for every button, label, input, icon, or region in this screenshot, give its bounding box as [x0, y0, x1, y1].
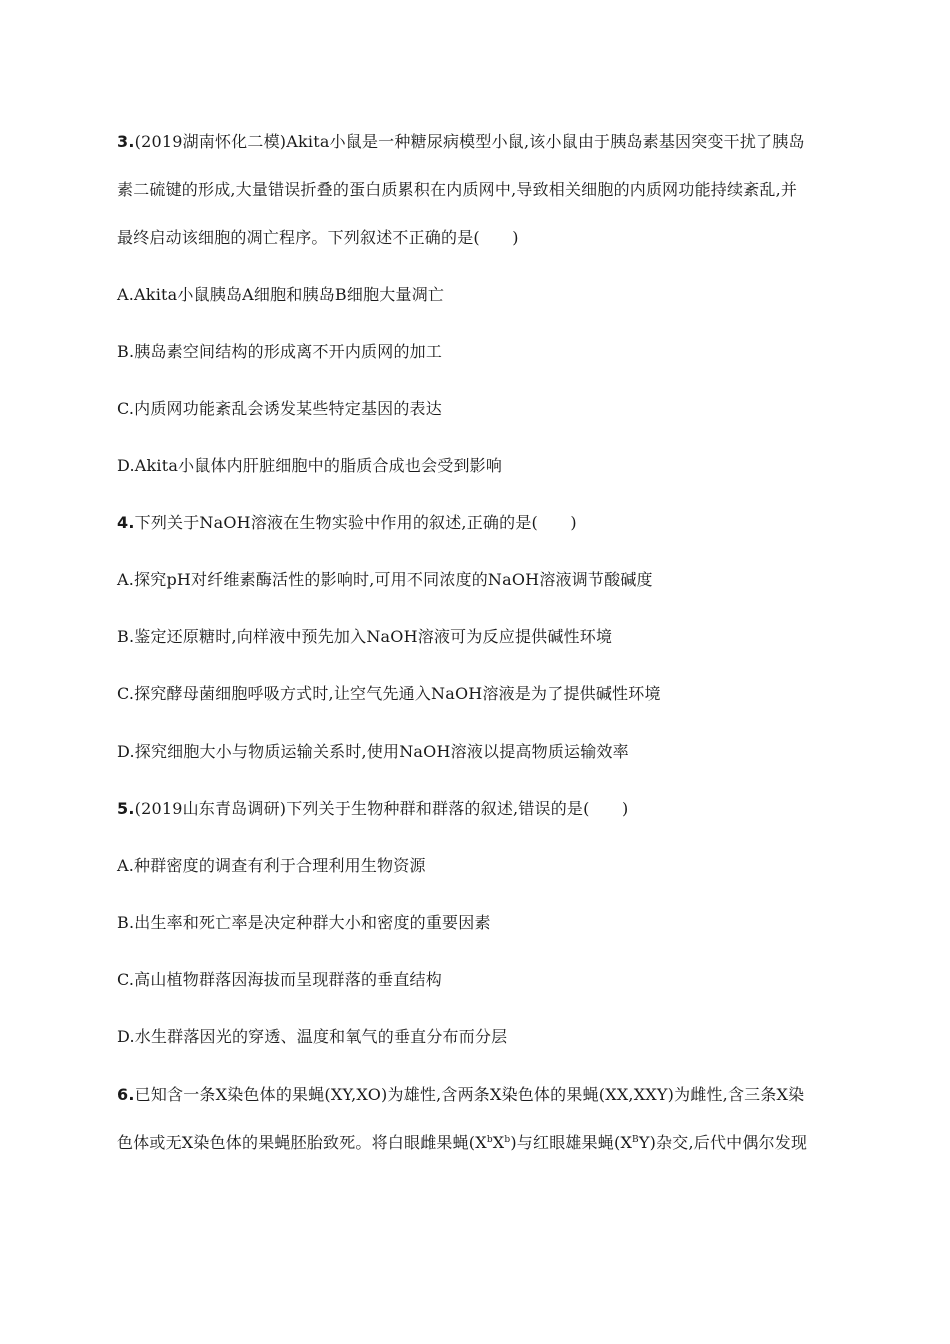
q6-line-1: [117, 1084, 804, 1106]
q6-text-a: 色体或无X染色体的果蝇胚胎致死。将白眼雌果蝇(X: [117, 1133, 487, 1152]
q5-stem: (2019山东青岛调研)下列关于生物种群和群落的叙述,错误的是( ): [134, 799, 629, 818]
q5-number: 5.: [117, 799, 135, 818]
q5-line-1: [117, 798, 628, 820]
q5-option-d: D.水生群落因光的穿透、温度和氧气的垂直分布而分层: [117, 1027, 508, 1046]
q6-number: 6.: [117, 1085, 135, 1104]
q5-option-c: C.高山植物群落因海拔而呈现群落的垂直结构: [117, 970, 442, 989]
q3-line-1: [117, 131, 805, 153]
q3-option-d: D.Akita小鼠体内肝脏细胞中的脂质合成也会受到影响: [117, 456, 503, 475]
q4-option-b: B.鉴定还原糖时,向样液中预先加入NaOH溶液可为反应提供碱性环境: [117, 627, 613, 646]
q6-text-b: X: [492, 1133, 505, 1152]
q5-option-a: A.种群密度的调查有利于合理利用生物资源: [117, 856, 426, 875]
q3-stem-part-1: (2019湖南怀化二模)Akita小鼠是一种糖尿病模型小鼠,该小鼠由于胰岛素基因突变干扰了胰岛: [134, 132, 805, 151]
q3-option-c: C.内质网功能紊乱会诱发某些特定基因的表达: [117, 399, 442, 418]
q4-stem: 下列关于NaOH溶液在生物实验中作用的叙述,正确的是( ): [134, 513, 577, 532]
q3-line-3: 最终启动该细胞的凋亡程序。下列叙述不正确的是( ): [117, 228, 519, 247]
q6-sup-1: b: [486, 1135, 493, 1145]
q3-number: 3.: [117, 132, 135, 151]
q3-line-2: 素二硫键的形成,大量错误折叠的蛋白质累积在内质网中,导致相关细胞的内质网功能持续紊乱,并: [117, 180, 798, 199]
q5-option-b: B.出生率和死亡率是决定种群大小和密度的重要因素: [117, 913, 491, 932]
q4-option-a: A.探究pH对纤维素酶活性的影响时,可用不同浓度的NaOH溶液调节酸碱度: [117, 570, 653, 589]
q6-sup-3: B: [632, 1135, 639, 1145]
q6-text-d: Y)杂交,后代中偶尔发现: [638, 1133, 808, 1152]
q4-option-c: C.探究酵母菌细胞呼吸方式时,让空气先通入NaOH溶液是为了提供碱性环境: [117, 684, 661, 703]
q3-option-a: A.Akita小鼠胰岛A细胞和胰岛B细胞大量凋亡: [117, 285, 445, 304]
q6-sup-2: b: [504, 1135, 511, 1145]
q4-option-d: D.探究细胞大小与物质运输关系时,使用NaOH溶液以提高物质运输效率: [117, 742, 629, 761]
q6-text-c: )与红眼雄果蝇(X: [510, 1133, 633, 1152]
q4-line-1: [117, 512, 577, 534]
q6-stem-part-1: 已知含一条X染色体的果蝇(XY,XO)为雄性,含两条X染色体的果蝇(XX,XXY)为雌性,含三条X染: [134, 1085, 805, 1104]
q4-number: 4.: [117, 513, 135, 532]
q6-line-2: [117, 1132, 807, 1154]
q3-option-b: B.胰岛素空间结构的形成离不开内质网的加工: [117, 342, 443, 361]
